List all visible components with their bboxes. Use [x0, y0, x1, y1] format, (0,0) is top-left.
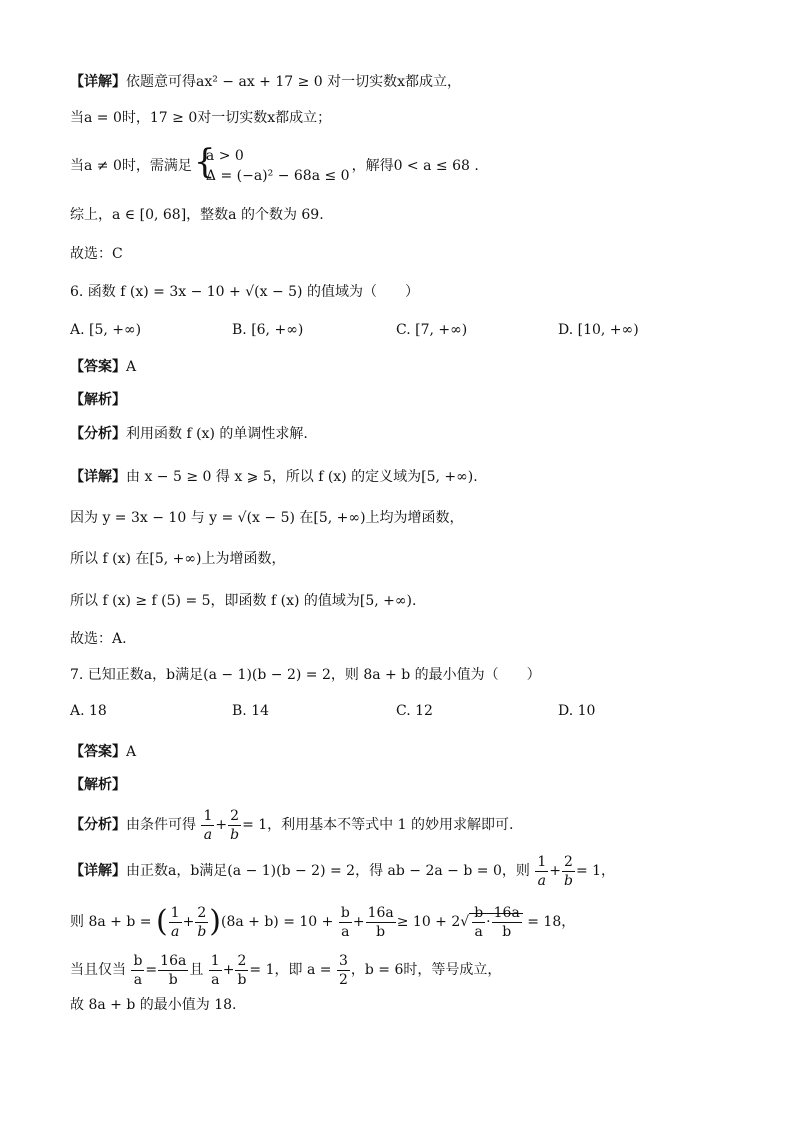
- q6-answer: 【答案】A: [70, 359, 137, 375]
- q7-xiangjie: 【详解】由正数a，b满足(a − 1)(b − 2) = 2，得 ab − 2a − b = 0，则 $\frac{1}{a}$ + $\frac{2}{b}$ = 1，: [70, 853, 616, 889]
- q7-option-d: D. 10: [558, 703, 596, 719]
- q6-line-4: 所以 f (x) ≥ f (5) = 5，即函数 f (x) 的值域为[5, +∞).: [70, 593, 417, 609]
- q7-answer: 【答案】A: [70, 744, 137, 760]
- solution-line-2: 当a = 0时，17 ≥ 0对一切实数x都成立；: [70, 110, 332, 126]
- q7-option-a: A. 18: [70, 703, 107, 719]
- q6-xiangjie: 【详解】由 x − 5 ≥ 0 得 x ⩾ 5，所以 f (x) 的定义域为[5, +∞).: [70, 469, 478, 485]
- q6-option-a: A. [5, +∞): [70, 322, 142, 338]
- q7-option-c: C. 12: [396, 703, 433, 719]
- solution-line-3: 当a ≠ 0时，需满足 { a > 0 Δ = (−a)² − 68a ≤ 0 ，解得0 < a ≤ 68 .: [70, 142, 479, 184]
- question-7: 7. 已知正数a，b满足(a − 1)(b − 2) = 2，则 8a + b 的最小值为（ ）: [70, 667, 541, 683]
- q7-option-b: B. 14: [232, 703, 270, 719]
- solution-line-4: 综上，a ∈ [0, 68]，整数a 的个数为 69.: [70, 207, 324, 223]
- inequality-system: { a > 0 Δ = (−a)² − 68a ≤ 0: [193, 142, 350, 184]
- q6-option-c: C. [7, +∞): [396, 322, 468, 338]
- q7-line-2: 则 8a + b = ( $\frac{1}{a}$ + $\frac{2}{b}$ )(8a + b) = 10 + $\frac{b}{a}$ + $\frac{16a}{b}$ ≥ 10 + 2√ $\frac{b}{a}$ · $\frac{16a}{b}$ = 18，: [70, 904, 576, 940]
- q7-fenxi: 【分析】由条件可得 $\frac{1}{a}$ + $\frac{2}{b}$ = 1，利用基本不等式中 1 的妙用求解即可.: [70, 807, 514, 843]
- solution-line-1: 【详解】依题意可得ax² − ax + 17 ≥ 0 对一切实数x都成立，: [70, 74, 462, 90]
- q7-line-3: 当且仅当 $\frac{b}{a}$ = $\frac{16a}{b}$ 且 $\frac{1}{a}$ + $\frac{2}{b}$ = 1，即 a = $\frac{3}{2}$ ，b = 6时，等号成立，: [70, 952, 502, 988]
- q6-choice: 故选：A.: [70, 631, 127, 647]
- q6-line-3: 所以 f (x) 在[5, +∞)上为增函数，: [70, 551, 286, 567]
- question-6: 6. 函数 f (x) = 3x − 10 + √(x − 5) 的值域为（ ）: [70, 284, 419, 300]
- q6-analysis-heading: 【解析】: [70, 392, 126, 408]
- q7-conclusion: 故 8a + b 的最小值为 18.: [70, 997, 237, 1013]
- detail-label: 【详解】: [70, 74, 126, 90]
- solution-choice-c: 故选：C: [70, 246, 123, 262]
- q7-analysis-heading: 【解析】: [70, 777, 126, 793]
- q6-line-2: 因为 y = 3x − 10 与 y = √(x − 5) 在[5, +∞)上均为增函数，: [70, 510, 464, 526]
- q6-option-b: B. [6, +∞): [232, 322, 304, 338]
- q6-fenxi: 【分析】利用函数 f (x) 的单调性求解.: [70, 426, 308, 442]
- q6-option-d: D. [10, +∞): [558, 322, 639, 338]
